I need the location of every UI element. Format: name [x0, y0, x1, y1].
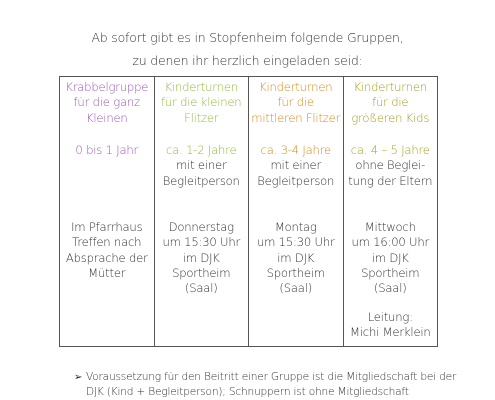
group-column-kleine-flitzer — [154, 77, 249, 346]
intro-line-2: zu denen ihr herzlich eingeladen seid: — [132, 53, 363, 68]
group-heading: Kinderturnen für die kleinen Flitzer — [161, 80, 242, 125]
group-age: ca. 3-4 Jahre mit einer Begleitperson — [257, 143, 335, 188]
membership-note-text: Voraussetzung für den Beitritt einer Gruppe ist die Mitgliedschaft bei der DJK (Kind + Begleitperson); Schnuppern ist ohne Mitgliedschaft — [86, 371, 457, 398]
group-age: ca. 4 – 5 Jahre ohne Beglei- tung der Eltern — [348, 143, 433, 188]
intro-line-1: Ab sofort gibt es in Stopfenheim folgende Gruppen, — [91, 30, 404, 45]
group-leader: Leitung: Michi Merklein — [349, 310, 431, 340]
group-column-krabbelgruppe — [60, 77, 154, 346]
group-schedule: Mittwoch um 16:00 Uhr im DJK Sportheim (Saal) — [351, 220, 430, 296]
cropped-top-text — [200, 0, 310, 5]
group-schedule: Donnerstag um 15:30 Uhr im DJK Sportheim (Saal) — [162, 220, 241, 296]
group-age: 0 bis 1 Jahr — [75, 143, 139, 157]
group-heading: Kinderturnen für die größeren Kids — [351, 80, 430, 125]
group-column-groessere-kids — [343, 77, 438, 346]
group-heading: Krabbelgruppe für die ganz Kleinen — [65, 80, 149, 125]
groups-table — [59, 76, 438, 347]
group-age: ca. 1-2 Jahre mit einer Begleitperson — [162, 143, 240, 188]
group-heading: Kinderturnen für die mittleren Flitzer — [251, 80, 341, 125]
group-schedule: Im Pfarrhaus Treffen nach Absprache der Mütter — [65, 220, 148, 280]
group-schedule: Montag um 15:30 Uhr im DJK Sportheim (Saal) — [256, 220, 335, 296]
group-column-mittlere-flitzer — [248, 77, 343, 346]
arrow-bullet-icon: ➢ — [74, 372, 83, 383]
